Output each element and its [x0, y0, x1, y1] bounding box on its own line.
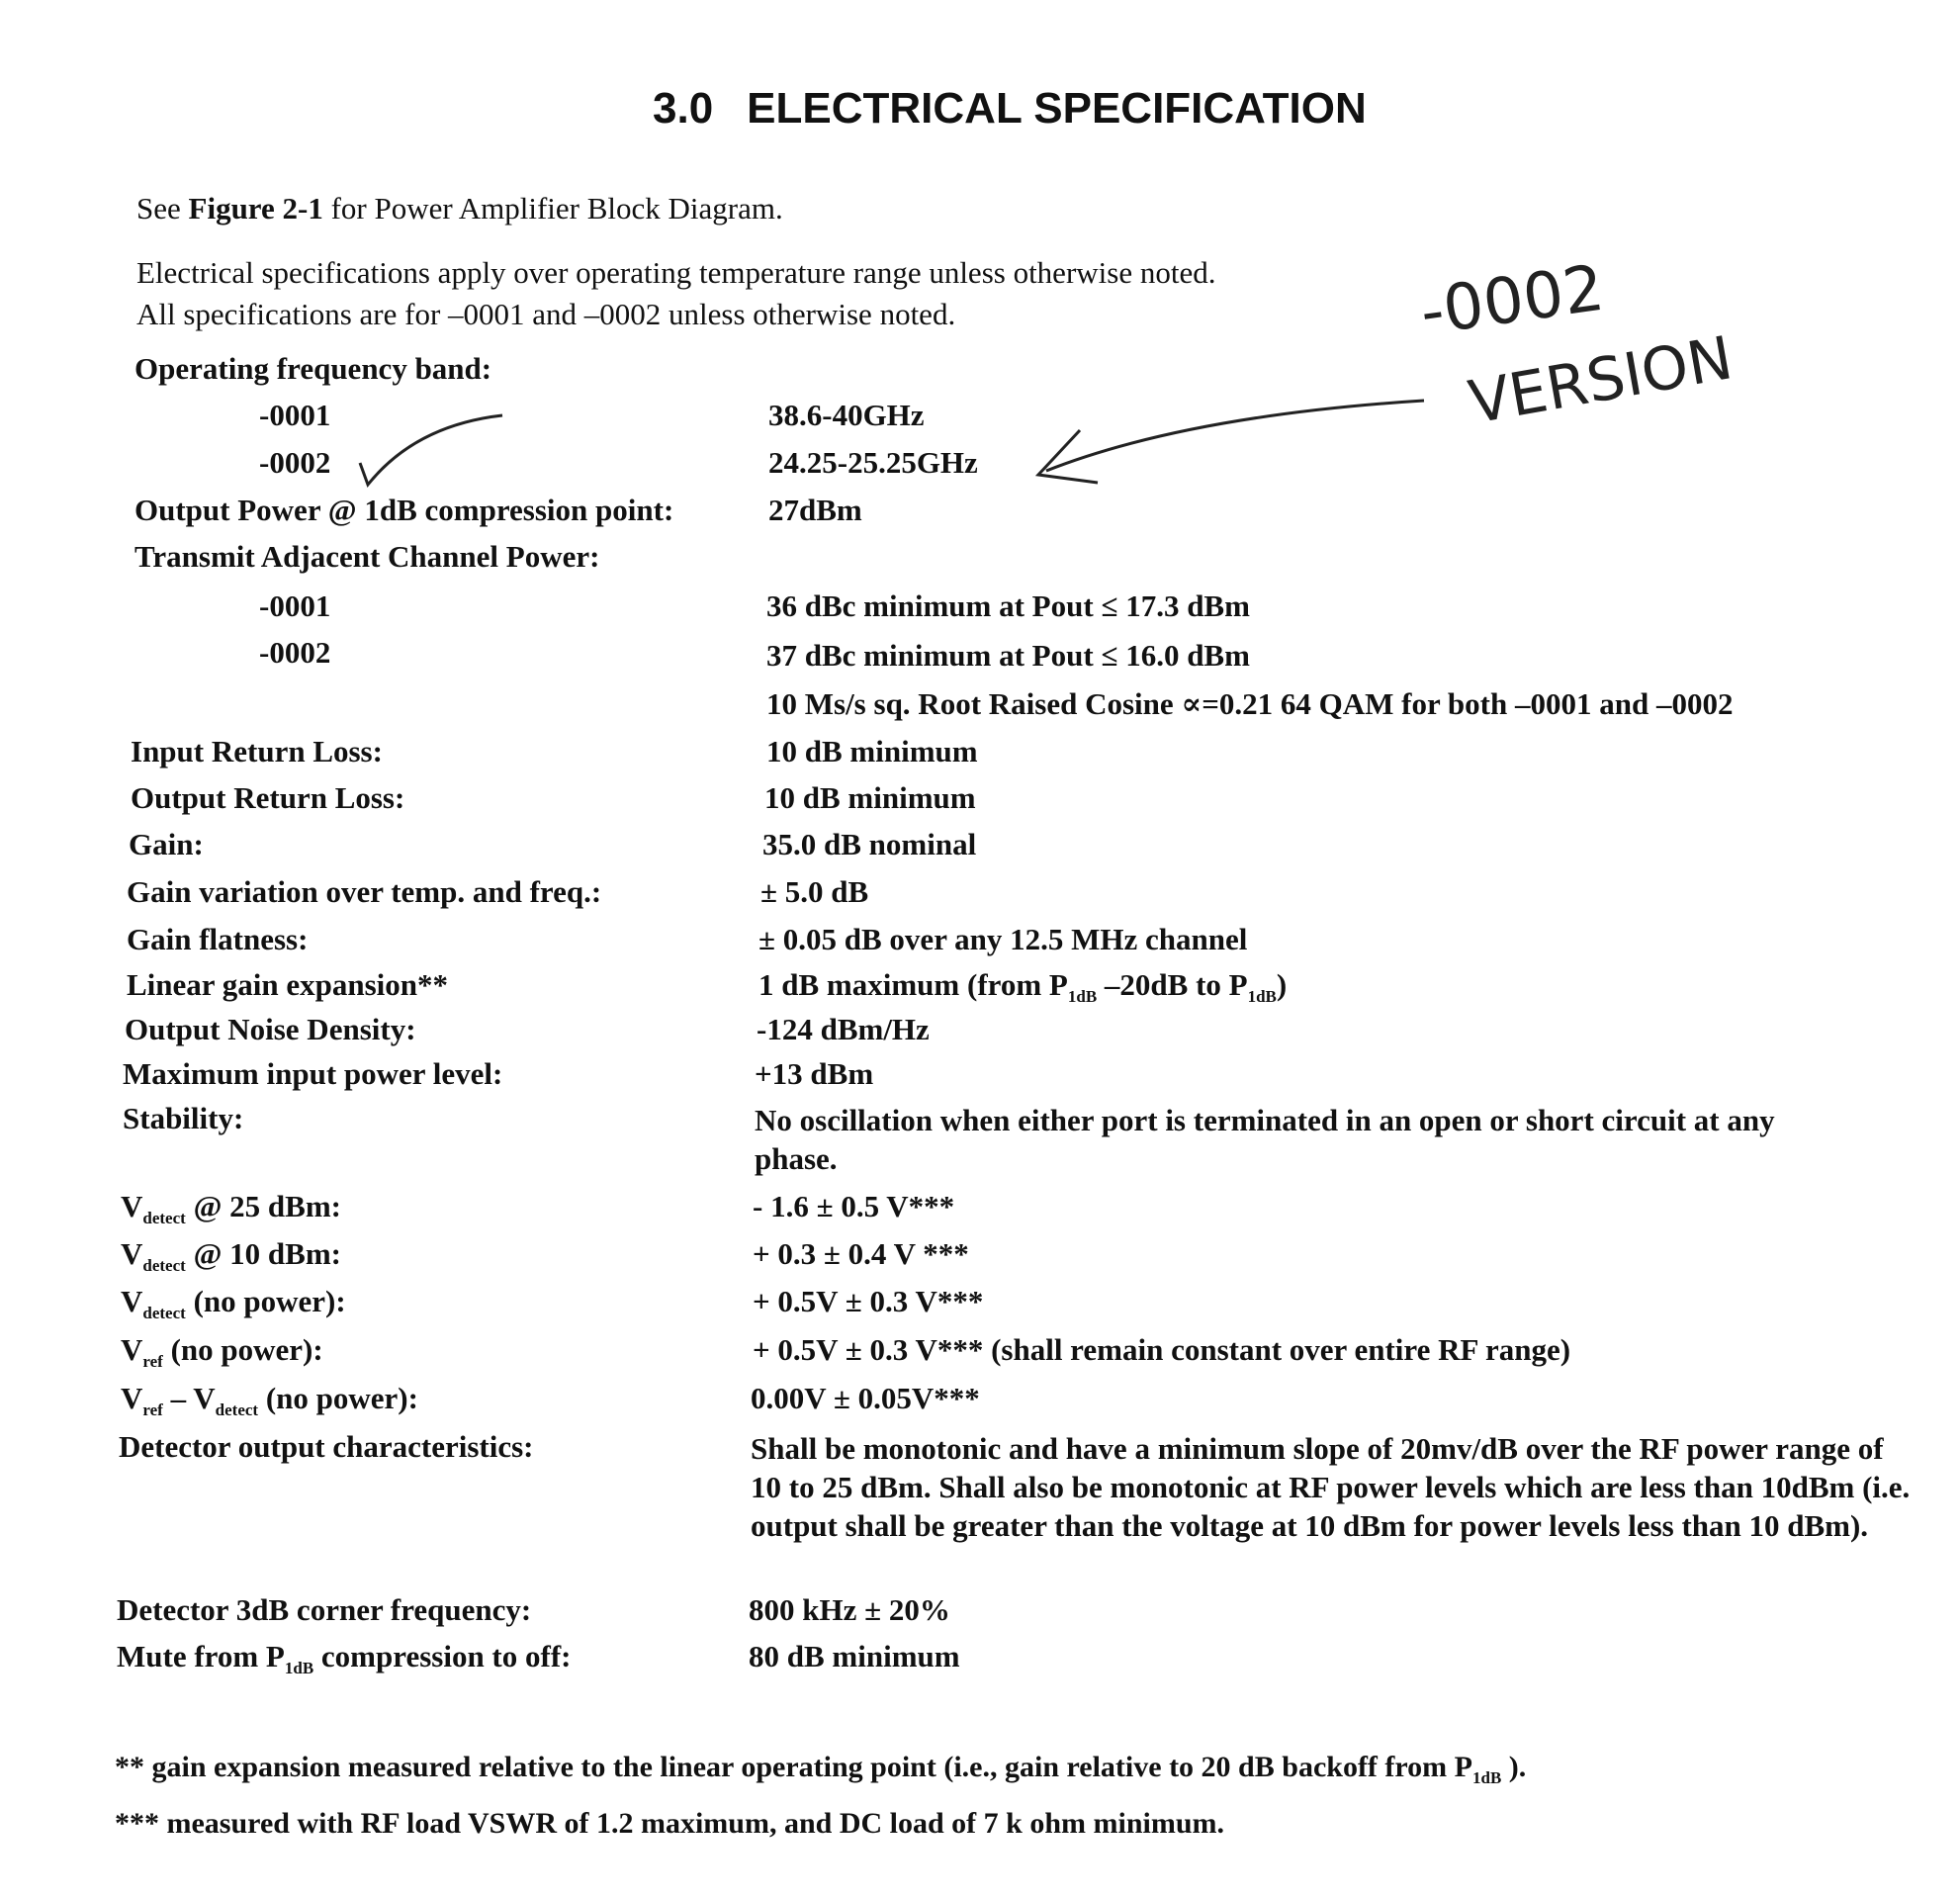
gain-expansion-value: 1 dB maximum (from $P_{1dB}$ –20dB to $P_{1dB}$): [758, 967, 1288, 1006]
gain-value: 35.0 dB nominal: [762, 827, 977, 861]
detector-corner-label: Detector 3dB corner frequency:: [117, 1592, 532, 1627]
output-power-label: Output Power @ 1dB compression point:: [134, 493, 674, 527]
vdetect-nopower-label: $V_{detect}$ (no power):: [121, 1284, 346, 1322]
acp-modulation-note: 10 Ms/s sq. Root Raised Cosine ∝=0.21 64 QAM for both –0001 and –0002: [766, 686, 1734, 721]
input-return-loss-value: 10 dB minimum: [766, 734, 978, 768]
vref-nopower-label: $V_{ref}$ (no power):: [121, 1332, 323, 1371]
handwritten-version-number: -0002: [1415, 251, 1609, 350]
vdetect-25-label: $V_{detect}$ @ 25 dBm:: [121, 1189, 341, 1227]
footnote-gain-expansion: ** gain expansion measured relative to the linear operating point (i.e., gain relative to 20 dB backoff from $P_{1dB}$ ).: [115, 1751, 1527, 1787]
detector-corner-value: 800 kHz ± 20%: [749, 1592, 950, 1627]
mute-label: Mute from $P_{1dB}$ compression to off:: [117, 1639, 572, 1677]
stability-value: No oscillation when either port is terminated in an open or short circuit at any phase.: [755, 1103, 1775, 1176]
stability-label: Stability:: [123, 1101, 244, 1135]
output-return-loss-label: Output Return Loss:: [131, 780, 405, 815]
noise-density-value: -124 dBm/Hz: [757, 1012, 930, 1046]
acp-label: Transmit Adjacent Channel Power:: [134, 539, 600, 574]
mute-value: 80 dB minimum: [749, 1639, 960, 1673]
intro-line-1: Electrical specifications apply over operating temperature range unless otherwise noted.: [136, 255, 1216, 290]
section-heading: ELECTRICAL SPECIFICATION: [747, 84, 1367, 133]
noise-density-label: Output Noise Density:: [125, 1012, 416, 1046]
vref-nopower-value: + 0.5V ± 0.3 V*** (shall remain constant over entire RF range): [753, 1332, 1571, 1367]
section-number: 3.0: [653, 84, 714, 133]
freq-0001-label: -0001: [259, 398, 331, 432]
acp-0001-value: 36 dBc minimum at Pout ≤ 17.3 dBm: [766, 588, 1250, 623]
freq-band-label: Operating frequency band:: [134, 351, 492, 386]
freq-0001-value: 38.6-40GHz: [768, 398, 925, 432]
vref-minus-vdetect-label: $V_{ref} - V_{detect}$ (no power):: [121, 1381, 418, 1419]
input-return-loss-label: Input Return Loss:: [131, 734, 383, 768]
vdetect-25-value: - 1.6 ± 0.5 V***: [753, 1189, 955, 1223]
intro-line-2: All specifications are for –0001 and –0002 unless otherwise noted.: [136, 297, 956, 331]
acp-0001-label: -0001: [259, 588, 331, 623]
gain-label: Gain:: [129, 827, 204, 861]
gain-flatness-label: Gain flatness:: [127, 922, 309, 956]
output-return-loss-value: 10 dB minimum: [764, 780, 976, 815]
gain-variation-label: Gain variation over temp. and freq.:: [127, 874, 602, 909]
vdetect-10-label: $V_{detect}$ @ 10 dBm:: [121, 1236, 341, 1275]
freq-0002-value: 24.25-25.25GHz: [768, 445, 978, 480]
vref-minus-vdetect-value: 0.00V ± 0.05V***: [751, 1381, 980, 1415]
acp-0002-value: 37 dBc minimum at Pout ≤ 16.0 dBm: [766, 638, 1250, 673]
figure-link: Figure 2-1: [188, 191, 323, 226]
detector-char-value: Shall be monotonic and have a minimum slope of 20mv/dB over the RF power range of 10 to 25 dBm. Shall also be monotonic at RF power levels which are less than 10dBm (i.e. output shall be greater than the voltage at 10 dBm for power levels less than 10 dBm).: [751, 1431, 1911, 1543]
max-input-label: Maximum input power level:: [123, 1056, 503, 1091]
checkmark-icon: [360, 415, 502, 485]
output-power-value: 27dBm: [768, 493, 862, 527]
arrow-line: [1046, 401, 1424, 471]
acp-0002-label: -0002: [259, 635, 331, 670]
gain-flatness-value: ± 0.05 dB over any 12.5 MHz channel: [758, 922, 1248, 956]
figure-reference: See Figure 2-1 for Power Amplifier Block Diagram.: [136, 191, 783, 226]
gain-expansion-label: Linear gain expansion**: [127, 967, 449, 1002]
vdetect-nopower-value: + 0.5V ± 0.3 V***: [753, 1284, 984, 1318]
freq-0002-label: -0002: [259, 445, 331, 480]
gain-variation-value: ± 5.0 dB: [760, 874, 869, 909]
footnote-measurement: *** measured with RF load VSWR of 1.2 maximum, and DC load of 7 k ohm minimum.: [115, 1807, 1225, 1840]
detector-char-label: Detector output characteristics:: [119, 1429, 534, 1464]
vdetect-10-value: + 0.3 ± 0.4 V ***: [753, 1236, 969, 1271]
handwritten-version-word: VERSION: [1464, 323, 1738, 438]
max-input-value: +13 dBm: [755, 1056, 874, 1091]
